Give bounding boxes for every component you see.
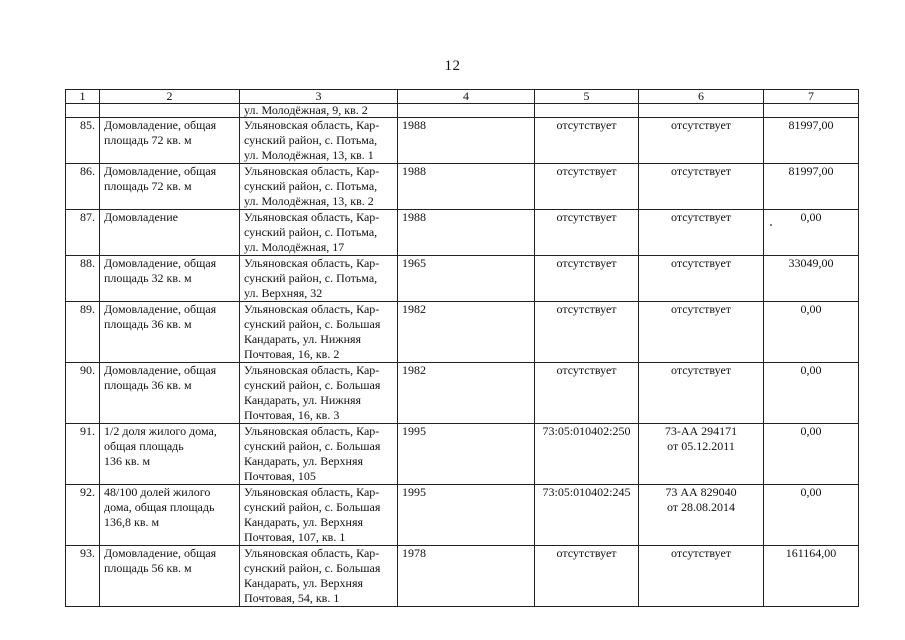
table-body bbox=[66, 104, 859, 607]
address-line: Кандарать, ул. Нижняя bbox=[244, 393, 362, 407]
cadastral-number-cell: отсутствует bbox=[535, 546, 639, 607]
stray-dot-mark bbox=[770, 224, 772, 226]
address-cell bbox=[240, 256, 398, 302]
address-line: ул. Молодёжная, 17 bbox=[244, 240, 345, 254]
column-number-row bbox=[66, 90, 859, 104]
registration-cell bbox=[639, 164, 764, 210]
column-header: 2 bbox=[100, 90, 240, 104]
year-cell: 1965 bbox=[398, 256, 535, 302]
row-number-cell: 85. bbox=[66, 118, 100, 164]
column-header: 7 bbox=[764, 90, 859, 104]
column-header: 1 bbox=[66, 90, 100, 104]
year-cell: 1988 bbox=[398, 118, 535, 164]
address-line: Почтовая, 54, кв. 1 bbox=[244, 591, 340, 605]
address-line: Ульяновская область, Кар- bbox=[244, 256, 380, 270]
registration-cell bbox=[639, 424, 764, 485]
column-header: 4 bbox=[398, 90, 535, 104]
year-cell: 1982 bbox=[398, 302, 535, 363]
address-line: сунский район, с. Потьма, bbox=[244, 271, 378, 285]
table-row bbox=[66, 118, 859, 164]
registration-line: 73-АА 294171 bbox=[664, 424, 738, 438]
registration-line: отсутствует bbox=[670, 210, 732, 224]
registration-line: отсутствует bbox=[670, 302, 732, 316]
registration-cell bbox=[639, 118, 764, 164]
address-line: Почтовая, 107, кв. 1 bbox=[244, 530, 346, 544]
year-cell: 1988 bbox=[398, 210, 535, 256]
registration-cell bbox=[639, 546, 764, 607]
registration-cell bbox=[639, 485, 764, 546]
column-header: 5 bbox=[535, 90, 639, 104]
name-line: Домовладение, общая bbox=[104, 256, 217, 270]
table-row bbox=[66, 485, 859, 546]
year-cell: 1995 bbox=[398, 485, 535, 546]
registration-line: отсутствует bbox=[670, 363, 732, 377]
registration-line: отсутствует bbox=[670, 256, 732, 270]
name-line: площадь 36 кв. м bbox=[104, 317, 192, 331]
cadastral-number-cell: отсутствует bbox=[535, 256, 639, 302]
name-line: Домовладение, общая bbox=[104, 164, 217, 178]
table-row bbox=[66, 210, 859, 256]
address-cell: ул. Молодёжная, 9, кв. 2 bbox=[240, 104, 398, 118]
row-number-cell: 91. bbox=[66, 424, 100, 485]
value-cell: 81997,00 bbox=[764, 164, 859, 210]
address-line: сунский район, с. Большая bbox=[244, 317, 381, 331]
cadastral-number-cell: отсутствует bbox=[535, 164, 639, 210]
address-cell bbox=[240, 210, 398, 256]
address-cell bbox=[240, 485, 398, 546]
address-line: Почтовая, 105 bbox=[244, 469, 316, 483]
table-row bbox=[66, 256, 859, 302]
name-line: площадь 32 кв. м bbox=[104, 271, 192, 285]
value-cell: 0,00 bbox=[764, 424, 859, 485]
object-name-cell bbox=[100, 256, 240, 302]
address-line: ул. Молодёжная, 13, кв. 1 bbox=[244, 148, 374, 162]
name-line: площадь 72 кв. м bbox=[104, 179, 192, 193]
page-number: 12 bbox=[444, 58, 461, 74]
value-cell: 33049,00 bbox=[764, 256, 859, 302]
address-line: сунский район, с. Большая bbox=[244, 500, 381, 514]
address-cell bbox=[240, 546, 398, 607]
name-line: Домовладение, общая bbox=[104, 363, 217, 377]
column-header: 3 bbox=[240, 90, 398, 104]
table-row bbox=[66, 424, 859, 485]
table-row bbox=[66, 546, 859, 607]
object-name-cell bbox=[100, 164, 240, 210]
object-name-cell bbox=[100, 424, 240, 485]
address-line: Ульяновская область, Кар- bbox=[244, 424, 380, 438]
table-row bbox=[66, 302, 859, 363]
value-cell bbox=[764, 104, 859, 118]
cadastral-number-cell bbox=[535, 104, 639, 118]
row-number-cell: 93. bbox=[66, 546, 100, 607]
year-cell bbox=[398, 104, 535, 118]
row-number-cell: 86. bbox=[66, 164, 100, 210]
address-line: сунский район, с. Большая bbox=[244, 561, 381, 575]
name-line: площадь 36 кв. м bbox=[104, 378, 192, 392]
address-line: Кандарать, ул. Верхняя bbox=[244, 454, 364, 468]
object-name-cell bbox=[100, 118, 240, 164]
address-line: сунский район, с. Потьма, bbox=[244, 133, 378, 147]
value-cell: 81997,00 bbox=[764, 118, 859, 164]
address-cell bbox=[240, 424, 398, 485]
address-line: Ульяновская область, Кар- bbox=[244, 546, 380, 560]
cadastral-number-cell: отсутствует bbox=[535, 363, 639, 424]
name-line: Домовладение, общая bbox=[104, 546, 217, 560]
address-line: сунский район, с. Потьма, bbox=[244, 225, 378, 239]
address-cell bbox=[240, 363, 398, 424]
name-line: 48/100 долей жилого bbox=[104, 485, 211, 499]
value-cell: 161164,00 bbox=[764, 546, 859, 607]
table-row bbox=[66, 164, 859, 210]
name-line: 1/2 доля жилого дома, bbox=[104, 424, 217, 438]
registration-cell bbox=[639, 302, 764, 363]
year-cell: 1995 bbox=[398, 424, 535, 485]
address-line: Ульяновская область, Кар- bbox=[244, 363, 380, 377]
address-line: Ульяновская область, Кар- bbox=[244, 485, 380, 499]
name-line: Домовладение, общая bbox=[104, 118, 217, 132]
value-cell: 0,00 bbox=[764, 485, 859, 546]
object-name-cell bbox=[100, 104, 240, 118]
name-line: 136,8 кв. м bbox=[104, 515, 160, 529]
cadastral-number-cell: 73:05:010402:250 bbox=[535, 424, 639, 485]
object-name-cell bbox=[100, 485, 240, 546]
name-line: Домовладение, общая bbox=[104, 302, 217, 316]
registration-cell bbox=[639, 256, 764, 302]
row-number-cell: 90. bbox=[66, 363, 100, 424]
address-line: ул. Молодёжная, 13, кв. 2 bbox=[244, 194, 374, 208]
name-line: общая площадь bbox=[104, 439, 184, 453]
registration-line: отсутствует bbox=[670, 546, 732, 560]
address-line: сунский район, с. Большая bbox=[244, 378, 381, 392]
year-cell: 1982 bbox=[398, 363, 535, 424]
registration-line: 73 АА 829040 bbox=[665, 485, 737, 499]
row-number-cell: 88. bbox=[66, 256, 100, 302]
address-line: Почтовая, 16, кв. 3 bbox=[244, 408, 340, 422]
name-line: 136 кв. м bbox=[104, 454, 151, 468]
address-line: Почтовая, 16, кв. 2 bbox=[244, 347, 340, 361]
address-line: Кандарать, ул. Верхняя bbox=[244, 576, 364, 590]
row-number-cell: 92. bbox=[66, 485, 100, 546]
continuation-row bbox=[66, 104, 859, 118]
property-registry-table bbox=[65, 89, 859, 607]
registration-line: от 05.12.2011 bbox=[667, 439, 735, 453]
value-cell: 0,00 bbox=[764, 363, 859, 424]
cadastral-number-cell: отсутствует bbox=[535, 118, 639, 164]
address-line: ул. Верхняя, 32 bbox=[244, 286, 323, 300]
name-line: дома, общая площадь bbox=[104, 500, 215, 514]
row-number-cell: 87. bbox=[66, 210, 100, 256]
row-number-cell: 89. bbox=[66, 302, 100, 363]
address-line: Кандарать, ул. Нижняя bbox=[244, 332, 362, 346]
year-cell: 1978 bbox=[398, 546, 535, 607]
address-cell bbox=[240, 118, 398, 164]
table-row bbox=[66, 363, 859, 424]
name-line: Домовладение bbox=[104, 210, 178, 224]
address-line: Ульяновская область, Кар- bbox=[244, 210, 380, 224]
address-cell bbox=[240, 164, 398, 210]
registration-cell bbox=[639, 210, 764, 256]
name-line: площадь 56 кв. м bbox=[104, 561, 192, 575]
address-cell bbox=[240, 302, 398, 363]
year-cell: 1988 bbox=[398, 164, 535, 210]
object-name-cell bbox=[100, 546, 240, 607]
column-header: 6 bbox=[639, 90, 764, 104]
registration-line: отсутствует bbox=[670, 164, 732, 178]
address-line: Ульяновская область, Кар- bbox=[244, 164, 380, 178]
value-cell: 0,00 bbox=[764, 302, 859, 363]
registration-cell bbox=[639, 104, 764, 118]
address-line: сунский район, с. Большая bbox=[244, 439, 381, 453]
cadastral-number-cell: отсутствует bbox=[535, 210, 639, 256]
cadastral-number-cell: отсутствует bbox=[535, 302, 639, 363]
name-line: площадь 72 кв. м bbox=[104, 133, 192, 147]
address-line: Ульяновская область, Кар- bbox=[244, 118, 380, 132]
object-name-cell bbox=[100, 210, 240, 256]
cadastral-number-cell: 73:05:010402:245 bbox=[535, 485, 639, 546]
object-name-cell bbox=[100, 363, 240, 424]
address-line: сунский район, с. Потьма, bbox=[244, 179, 378, 193]
address-line: Кандарать, ул. Верхняя bbox=[244, 515, 364, 529]
registration-line: отсутствует bbox=[670, 118, 732, 132]
object-name-cell bbox=[100, 302, 240, 363]
registration-cell bbox=[639, 363, 764, 424]
registration-line: от 28.08.2014 bbox=[666, 500, 736, 514]
address-line: Ульяновская область, Кар- bbox=[244, 302, 380, 316]
value-cell: 0,00 bbox=[764, 210, 859, 256]
row-number-cell bbox=[66, 104, 100, 118]
